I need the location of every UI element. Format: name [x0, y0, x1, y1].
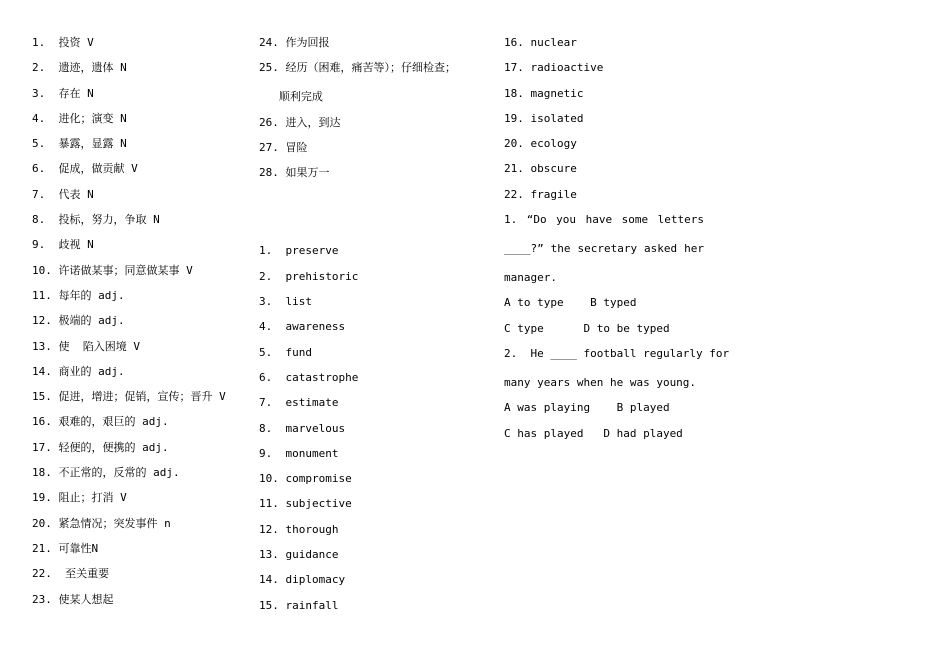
word-item: 10. compromise — [259, 472, 352, 486]
definition-item: 3. 存在 N — [32, 86, 94, 100]
definition-item: 10. 许诺做某事；同意做某事 V — [32, 263, 193, 277]
word-item: 17. radioactive — [504, 61, 604, 75]
word-item: 22. fragile — [504, 187, 577, 201]
definition-item: 5. 暴露，显露 N — [32, 137, 127, 151]
question-1-line-2: ____?” the secretary asked her — [504, 242, 704, 256]
definition-item: 16. 艰难的，艰巨的 adj. — [32, 415, 169, 429]
chinese-definitions-continued — [259, 36, 484, 191]
english-word-list — [259, 244, 484, 623]
definition-item: 17. 轻便的，便携的 adj. — [32, 440, 169, 454]
definition-item: 9. 歧视 N — [32, 238, 94, 252]
column-middle — [259, 36, 484, 624]
question-2 — [504, 346, 730, 452]
word-item: 8. marvelous — [259, 421, 346, 435]
definition-item: 21. 可靠性N — [32, 541, 99, 555]
question-2-line-2: many years when he was young. — [504, 375, 697, 389]
definition-item: 4. 进化；演变 N — [32, 111, 127, 125]
word-item: 9. monument — [259, 446, 339, 460]
word-item: 15. rainfall — [259, 598, 339, 612]
word-item: 18. magnetic — [504, 86, 584, 100]
word-item: 2. prehistoric — [259, 269, 359, 283]
definition-item: 19. 阻止；打消 V — [32, 491, 127, 505]
definition-item: 8. 投标，努力，争取 N — [32, 213, 160, 227]
definition-item: 22. 至关重要 — [32, 567, 110, 581]
definition-item: 25. 经历（困难，痛苦等）；仔细检查； — [259, 61, 456, 75]
column-gap — [259, 191, 484, 244]
word-item: 19. isolated — [504, 111, 584, 125]
word-item: 12. thorough — [259, 522, 339, 536]
definition-item: 26. 进入，到达 — [259, 115, 341, 129]
definition-item: 28. 如果万一 — [259, 166, 330, 180]
definition-item: 13. 使 陷入困境 V — [32, 339, 140, 353]
word-item: 1. preserve — [259, 244, 339, 258]
definition-item: 18. 不正常的，反常的 adj. — [32, 466, 180, 480]
english-word-list-continued — [504, 36, 704, 213]
question-2-options-ab: A was playing B played — [504, 401, 670, 415]
word-item: 5. fund — [259, 345, 312, 359]
question-1-line-3: manager. — [504, 271, 557, 285]
question-1-options-cd: C type D to be typed — [504, 321, 670, 335]
definition-item: 6. 促成，做贡献 V — [32, 162, 138, 176]
question-1 — [504, 213, 704, 347]
column-right — [504, 36, 730, 452]
word-item: 14. diplomacy — [259, 573, 346, 587]
question-1-options-ab: A to type B typed — [504, 296, 637, 310]
definition-item: 20. 紧急情况；突发事件 n — [32, 516, 171, 530]
definition-item: 27. 冒险 — [259, 140, 308, 154]
question-2-options-cd: C has played D had played — [504, 426, 683, 440]
definition-item: 15. 促进，增进；促销，宣传；晋升 V — [32, 390, 226, 404]
definition-item: 23. 使某人想起 — [32, 592, 114, 606]
word-item: 16. nuclear — [504, 36, 577, 49]
word-item: 11. subjective — [259, 497, 352, 511]
definition-item: 12. 极端的 adj. — [32, 314, 125, 328]
definition-item: 顺利完成 — [259, 90, 323, 104]
word-item: 20. ecology — [504, 137, 577, 151]
definition-item: 2. 遗迹，遗体 N — [32, 61, 127, 75]
definition-item: 7. 代表 N — [32, 187, 94, 201]
word-item: 4. awareness — [259, 320, 346, 334]
definition-item: 1. 投资 V — [32, 36, 94, 49]
definition-item: 14. 商业的 adj. — [32, 364, 125, 378]
word-item: 7. estimate — [259, 396, 339, 410]
column-chinese-definitions — [32, 36, 242, 618]
word-item: 3. list — [259, 295, 312, 309]
word-item: 6. catastrophe — [259, 370, 359, 384]
definition-item: 11. 每年的 adj. — [32, 288, 125, 302]
word-item: 21. obscure — [504, 162, 577, 176]
question-1-line-1: 1. “Do you have some letters — [504, 213, 704, 227]
definition-item: 24. 作为回报 — [259, 36, 330, 49]
word-item: 13. guidance — [259, 548, 339, 562]
question-2-line-1: 2. He ____ football regularly for — [504, 346, 730, 360]
